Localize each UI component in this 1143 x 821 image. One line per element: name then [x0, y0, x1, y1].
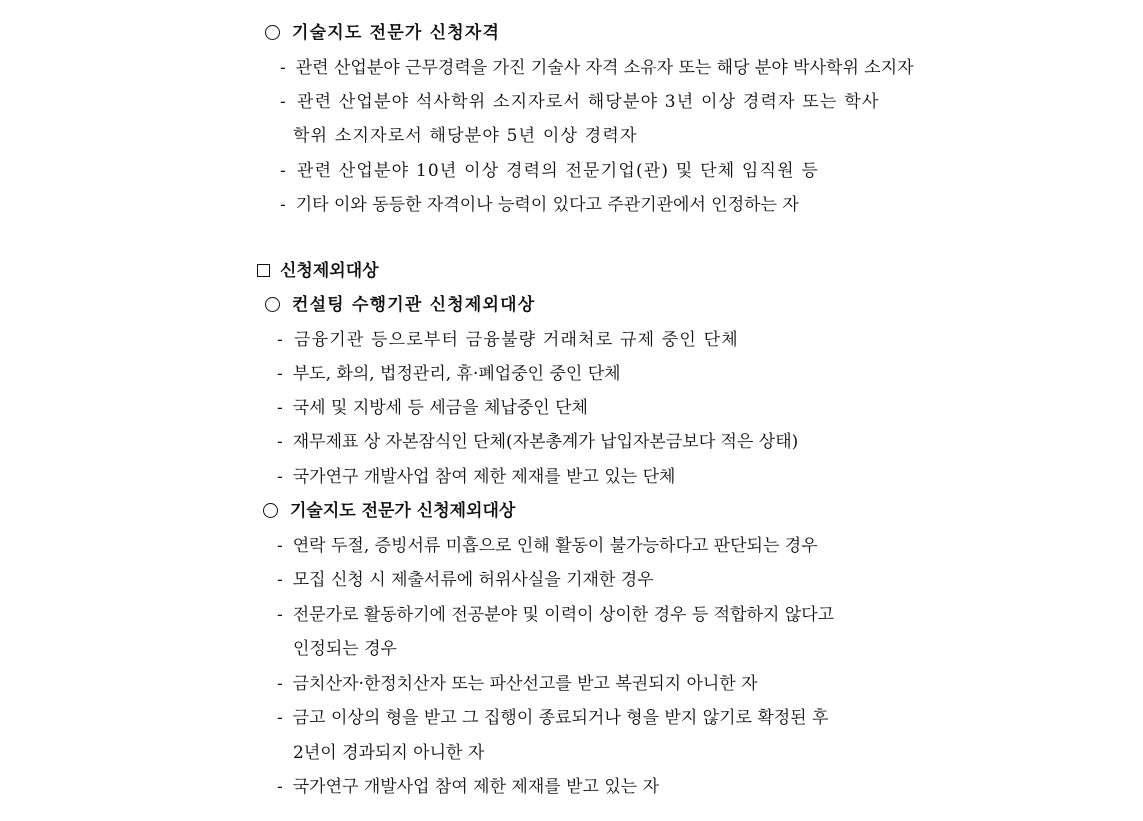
list-item: [277, 569, 654, 591]
dash-bullet: -: [280, 161, 287, 181]
dash-bullet: -: [277, 432, 283, 452]
list-item: [277, 363, 621, 385]
white-square-icon: [257, 264, 270, 277]
dash-bullet: -: [280, 58, 286, 78]
list-item-text: 2년이 경과되지 아니한 자: [293, 743, 485, 763]
list-item-text: 관련 산업분야 10년 이상 경력의 전문기업(관) 및 단체 임직원 등: [296, 161, 820, 181]
list-item: [277, 604, 834, 626]
list-item-continuation: [293, 742, 484, 764]
white-circle-icon: [263, 503, 278, 518]
dash-bullet: -: [277, 330, 284, 350]
list-item-continuation: [293, 638, 397, 660]
dash-bullet: -: [280, 92, 287, 112]
list-item: [277, 466, 675, 488]
dash-bullet: -: [277, 674, 283, 694]
section2-title: 신청제외대상: [280, 261, 379, 281]
list-item: [277, 397, 588, 419]
list-item: [280, 91, 879, 113]
dash-bullet: -: [277, 536, 283, 556]
list-item-text: 연락 두절, 증빙서류 미흡으로 인해 활동이 불가능하다고 판단되는 경우: [292, 536, 818, 556]
list-item-text: 학위 소지자로서 해당분야 5년 이상 경력자: [293, 126, 638, 146]
dash-bullet: -: [277, 570, 283, 590]
list-item-text: 전문가로 활동하기에 전공분야 및 이력이 상이한 경우 등 적합하지 않다고: [292, 605, 835, 625]
list-item-text: 인정되는 경우: [293, 639, 397, 659]
dash-bullet: -: [280, 195, 286, 215]
list-item-text: 관련 산업분야 석사학위 소지자로서 해당분야 3년 이상 경력자 또는 학사: [296, 92, 880, 112]
list-item-text: 국세 및 지방세 등 세금을 체납중인 단체: [292, 398, 588, 418]
sub1-heading: 컨설팅 수행기관 신청제외대상: [292, 295, 536, 315]
list-item: [277, 673, 758, 695]
list-item-text: 관련 산업분야 근무경력을 가진 기술사 자격 소유자 또는 해당 분야 박사학위 소지자: [295, 58, 914, 78]
list-item: [280, 160, 819, 182]
list-item: [277, 535, 818, 557]
sub1-heading-line: [265, 294, 535, 316]
dash-bullet: -: [277, 777, 283, 797]
list-item: [277, 776, 659, 798]
section2-title-line: [257, 260, 379, 282]
section1-heading-line: [265, 22, 500, 44]
list-item-text: 국가연구 개발사업 참여 제한 제재를 받고 있는 자: [292, 777, 660, 797]
list-item-text: 기타 이와 동등한 자격이나 능력이 있다고 주관기관에서 인정하는 자: [295, 195, 799, 215]
list-item: [280, 57, 914, 79]
list-item-text: 금치산자·한정치산자 또는 파산선고를 받고 복권되지 아니한 자: [292, 674, 758, 694]
list-item-continuation: [293, 125, 638, 147]
dash-bullet: -: [277, 467, 283, 487]
list-item: [277, 707, 828, 729]
white-circle-icon: [265, 297, 280, 312]
list-item-text: 부도, 화의, 법정관리, 휴·폐업중인 중인 단체: [292, 364, 621, 384]
list-item: [277, 329, 739, 351]
list-item-text: 국가연구 개발사업 참여 제한 제재를 받고 있는 단체: [292, 467, 676, 487]
section1-heading: 기술지도 전문가 신청자격: [292, 23, 501, 43]
dash-bullet: -: [277, 708, 283, 728]
list-item: [280, 194, 799, 216]
white-circle-icon: [265, 25, 280, 40]
dash-bullet: -: [277, 605, 283, 625]
dash-bullet: -: [277, 398, 283, 418]
sub2-heading-line: [263, 500, 515, 522]
list-item-text: 금고 이상의 형을 받고 그 집행이 종료되거나 형을 받지 않기로 확정된 후: [292, 708, 829, 728]
list-item: [277, 431, 798, 453]
sub2-heading: 기술지도 전문가 신청제외대상: [290, 501, 516, 521]
list-item-text: 재무제표 상 자본잠식인 단체(자본총계가 납입자본금보다 적은 상태): [292, 432, 799, 452]
dash-bullet: -: [277, 364, 283, 384]
list-item-text: 금융기관 등으로부터 금융불량 거래처로 규제 중인 단체: [293, 330, 739, 350]
list-item-text: 모집 신청 시 제출서류에 허위사실을 기재한 경우: [292, 570, 654, 590]
